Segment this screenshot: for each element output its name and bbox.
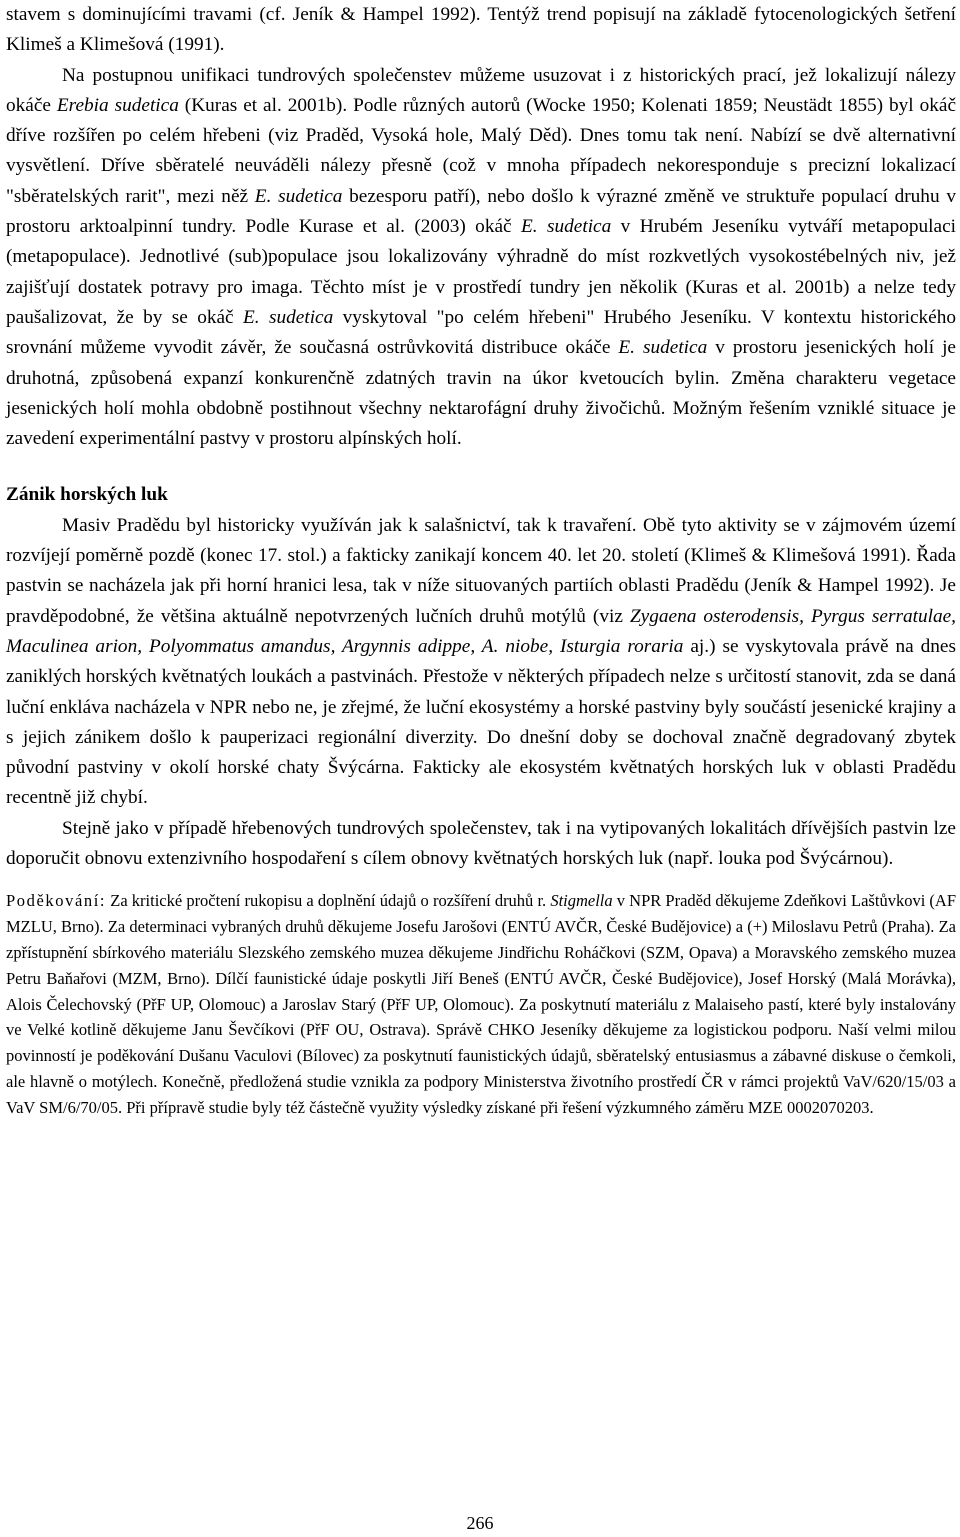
species-name: Erebia sudetica bbox=[56, 94, 179, 116]
acknowledgements bbox=[6, 888, 956, 1120]
species-name: E. sudetica bbox=[520, 216, 612, 238]
acknowledgements-label: Poděkování: bbox=[6, 891, 107, 911]
text-run: bezesporu patří), nebo došlo k výrazné změně ve struktuře populací druhu v prostoru arktoalpinní tundry. Podle Kurase et al. (2003) okáč bbox=[6, 185, 956, 238]
text-run: v prostoru jesenických holí je druhotná, způsobená expanzí konkurenčně zdatných travin na úkor kvetoucích bylin. Změna charakteru vegetace jesenických holí mohla obdobně postihnout všechny nektarofágní druhy živočichů. Možným řešením vzniklé situace je zavedení experimentální pastvy v prostoru alpínských holí. bbox=[6, 337, 956, 450]
text-run: Na postupnou unifikaci tundrových společenstev můžeme usuzovat i z historických prací, jež lokalizují nálezy okáče bbox=[6, 64, 956, 116]
paragraph-meadows bbox=[6, 511, 956, 814]
text-run: Masiv Pradědu byl historicky využíván jak k salašnictví, tak k travaření. Obě tyto aktivity se v zájmovém území rozvíjejí poměrně pozdě (konec 17. stol.) a fakticky zanikají koncem 40. let 20. století (Klimeš & Klimešová 1991). Řada pastvin se nacházela jak při horní hranici lesa, tak v níže situovaných partiích oblasti Pradědu (Jeník & Hampel 1992). Je pravděpodobné, že většina aktuálně nepotvrzených lučních druhů motýlů (viz bbox=[6, 514, 956, 627]
species-name: E. sudetica bbox=[254, 185, 343, 207]
section-heading: Zánik horských luk bbox=[6, 484, 168, 506]
text-run: v Hrubém Jeseníku vytváří metapopulaci (metapopulace). Jednotlivé (sub)populace jsou lokalizovány výhradně do míst rozkvetlých vysokostébelných niv, jež zajišťují dostatek potravy pro imaga. Těchto míst je v prostředí tundry jen několik (Kuras et al. 2001b) a nelze tedy paušalizovat, že by se okáč bbox=[6, 216, 956, 328]
species-name: E. sudetica bbox=[243, 306, 334, 328]
text-run: aj.) se vyskytovala právě na dnes zaniklých horských květnatých loukách a pastvinách. Přestože v některých případech nelze s určitostí stanovit, zda se daná luční enkláva nacházela v NPR nebo ne, je zřejmé, že luční ekosystémy a horské pastviny byly součástí jesenické krajiny a s jejich zánikem došlo k pauperizaci regionální diverzity. Do dnešní doby se dochoval značně degradovaný zbytek původní pastviny v okolí horské chaty Švýcárna. Fakticky ale ekosystém květnatých horských luk v oblasti Pradědu recentně již chybí. bbox=[6, 635, 956, 809]
genus-name: Stigmella bbox=[550, 891, 613, 911]
text-run: (Kuras et al. 2001b). Podle různých autorů (Wocke 1950; Kolenati 1859; Neustädt 1855) byl okáč dříve rozšířen po celém hřebeni (viz Praděd, Vysoká hole, Malý Děd). Dnes tomu tak není. Nabízí se dvě alternativní vysvětlení. Dříve sběratelé neuváděli nálezy přesně (což v mnoha případech nekoresponduje s precizní lokalizací "sběratelských rarit", mezi něž bbox=[6, 94, 957, 207]
paragraph-continued bbox=[6, 0, 956, 61]
species-name: E. sudetica bbox=[618, 337, 708, 359]
document-page bbox=[6, 0, 956, 1120]
paragraph-recommendation: Stejně jako v případě hřebenových tundrových společenstev, tak i na vytipovaných lokalitách dřívějších pastvin lze doporučit obnovu extenzivního hospodaření s cílem obnovy květnatých horských luk (např. louka pod Švýcárnou). bbox=[6, 817, 956, 870]
page-number: 266 bbox=[466, 1513, 494, 1533]
text-run: vyskytoval "po celém hřebeni" Hrubého Jeseníku. V kontextu historického srovnání můžeme vyvodit závěr, že současná ostrůvkovitá distribuce okáče bbox=[6, 306, 956, 359]
text-run: Za kritické pročtení rukopisu a doplnění údajů o rozšíření druhů r. bbox=[106, 891, 551, 911]
text-run: v NPR Praděd děkujeme Zdeňkovi Laštůvkovi (AF MZLU, Brno). Za determinaci vybraných druhů děkujeme Josefu Jarošovi (ENTÚ AVČR, České Budějovice) a (+) Miloslavu Petrů (Praha). Za zpřístupnění sbírkového materiálu Slezského zemského muzea děkujeme Jindřichu Roháčkovi (SZM, Opava) a Moravského zemského muzea Petru Baňařovi (MZM, Brno). Dílčí faunistické údaje poskytli Jiří Beneš (ENTÚ AVČR, České Budějovice), Josef Horský (Malá Morávka), Alois Čelechovský (PřF UP, Olomouc) a Jaroslav Starý (PřF UP, Olomouc). Za poskytnutí materiálu z Malaiseho pastí, které byly instalovány ve Velké kotlině děkujeme Janu Ševčíkovi (PřF OU, Ostrava). Správě CHKO Jeseníky děkujeme za logistickou podporu. Naší velmi milou povinností je poděkování Dušanu Vaculovi (Bílovec) za poskytnutí faunistických údajů, sběratelský entusiasmus a zábavné diskuse o čemkoli, ale hlavně o motýlech. Konečně, předložená studie vznikla za podpory Ministerstva životního prostředí ČR v rámci projektů VaV/620/15/03 a VaV SM/6/70/05. Při přípravě studie byly též částečně využity výsledky získané při řešení výzkumného záměru MZE 0002070203. bbox=[6, 891, 957, 1117]
paragraph-text: stavem s dominujícími travami (cf. Jeník & Hampel 1992). Tentýž trend popisují na základě fytocenologických šetření Klimeš a Klimešová (1991). bbox=[6, 4, 956, 56]
species-list: Zygaena osterodensis, Pyrgus serratulae, Maculinea arion, Polyommatus amandus, Argynnis adippe, A. niobe, Isturgia roraria bbox=[6, 605, 956, 657]
paragraph-erebia bbox=[6, 61, 956, 455]
